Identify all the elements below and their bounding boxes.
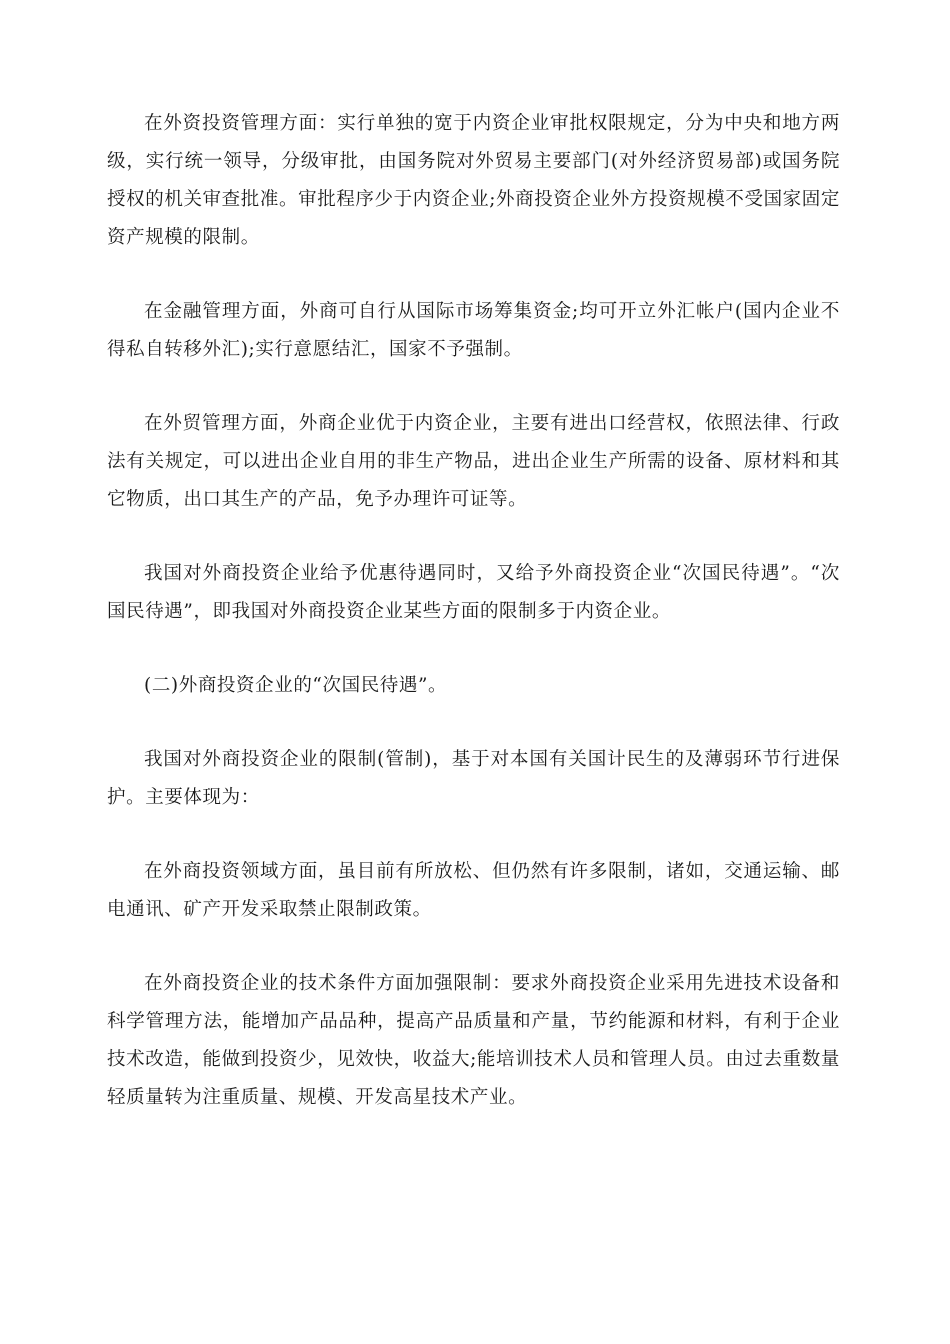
- paragraph-technical-conditions-restrictions: 在外商投资企业的技术条件方面加强限制：要求外商投资企业采用先进技术设备和科学管理方法，能增加产品品种，提高产品质量和产量，节约能源和材料，有利于企业技术改造，能做到投资少，见效快，收益大;能培训技术人员和管理人员。由过去重数量轻质量转为注重质量、规模、开发高星技术产业。: [107, 973, 840, 1108]
- paragraph-foreign-investment-management: 在外资投资管理方面：实行单独的宽于内资企业审批权限规定，分为中央和地方两级，实行统一领导，分级审批，由国务院对外贸易主要部门(对外经济贸易部)或国务院授权的机关审查批准。审批程序少于内资企业;外商投资企业外方投资规模不受国家固定资产规模的限制。: [107, 113, 840, 248]
- paragraph-financial-management: 在金融管理方面，外商可自行从国际市场筹集资金;均可开立外汇帐户(国内企业不得私自转移外汇);实行意愿结汇，国家不予强制。: [107, 301, 840, 360]
- paragraph-restrictions-intro: 我国对外商投资企业的限制(管制)，基于对本国有关国计民生的及薄弱环节行进保护。主要体现为：: [107, 749, 840, 808]
- paragraph-foreign-trade-management: 在外贸管理方面，外商企业优于内资企业，主要有进出口经营权，依照法律、行政法有关规定，可以进出企业自用的非生产物品，进出企业生产所需的设备、原材料和其它物质，出口其生产的产品，免予办理许可证等。: [107, 413, 840, 510]
- paragraph-investment-field-restrictions: 在外商投资领域方面，虽目前有所放松、但仍然有许多限制，诸如，交通运输、邮电通讯、矿产开发采取禁止限制政策。: [107, 861, 840, 920]
- section-heading-sub-national-treatment: (二)外商投资企业的“次国民待遇”。: [144, 675, 448, 696]
- document-body: [107, 105, 840, 1117]
- paragraph-sub-national-treatment-intro: 我国对外商投资企业给予优惠待遇同时，又给予外商投资企业“次国民待遇”。“次国民待遇”，即我国对外商投资企业某些方面的限制多于内资企业。: [107, 563, 840, 622]
